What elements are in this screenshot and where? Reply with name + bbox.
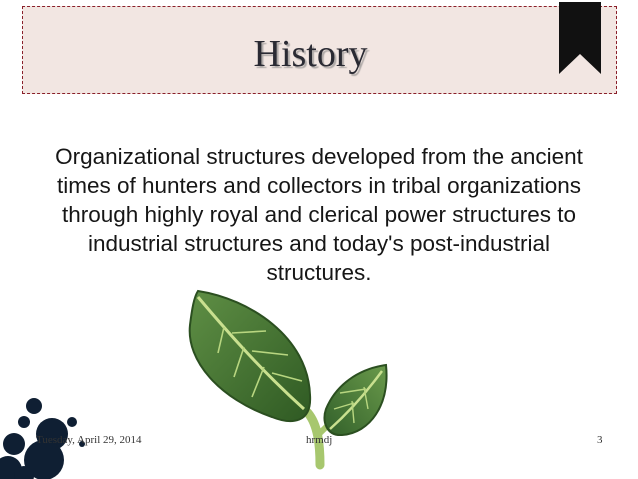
large-leaf (190, 291, 310, 421)
small-leaf (325, 365, 387, 435)
bookmark-icon (559, 2, 601, 74)
footer-author: hrmdj (306, 434, 333, 446)
title-banner (22, 6, 617, 94)
footer-page-number: 3 (597, 434, 603, 446)
slide-body-text: Organizational structures developed from the ancient times of hunters and collectors in tribal organizations through highly royal and clerical power structures to industrial structures and today's post-industrial structures. (55, 144, 583, 285)
leaf-sprout-illustration (180, 285, 395, 470)
slide-title: History (253, 33, 368, 75)
footer-date: Tuesday, April 29, 2014 (36, 434, 142, 446)
